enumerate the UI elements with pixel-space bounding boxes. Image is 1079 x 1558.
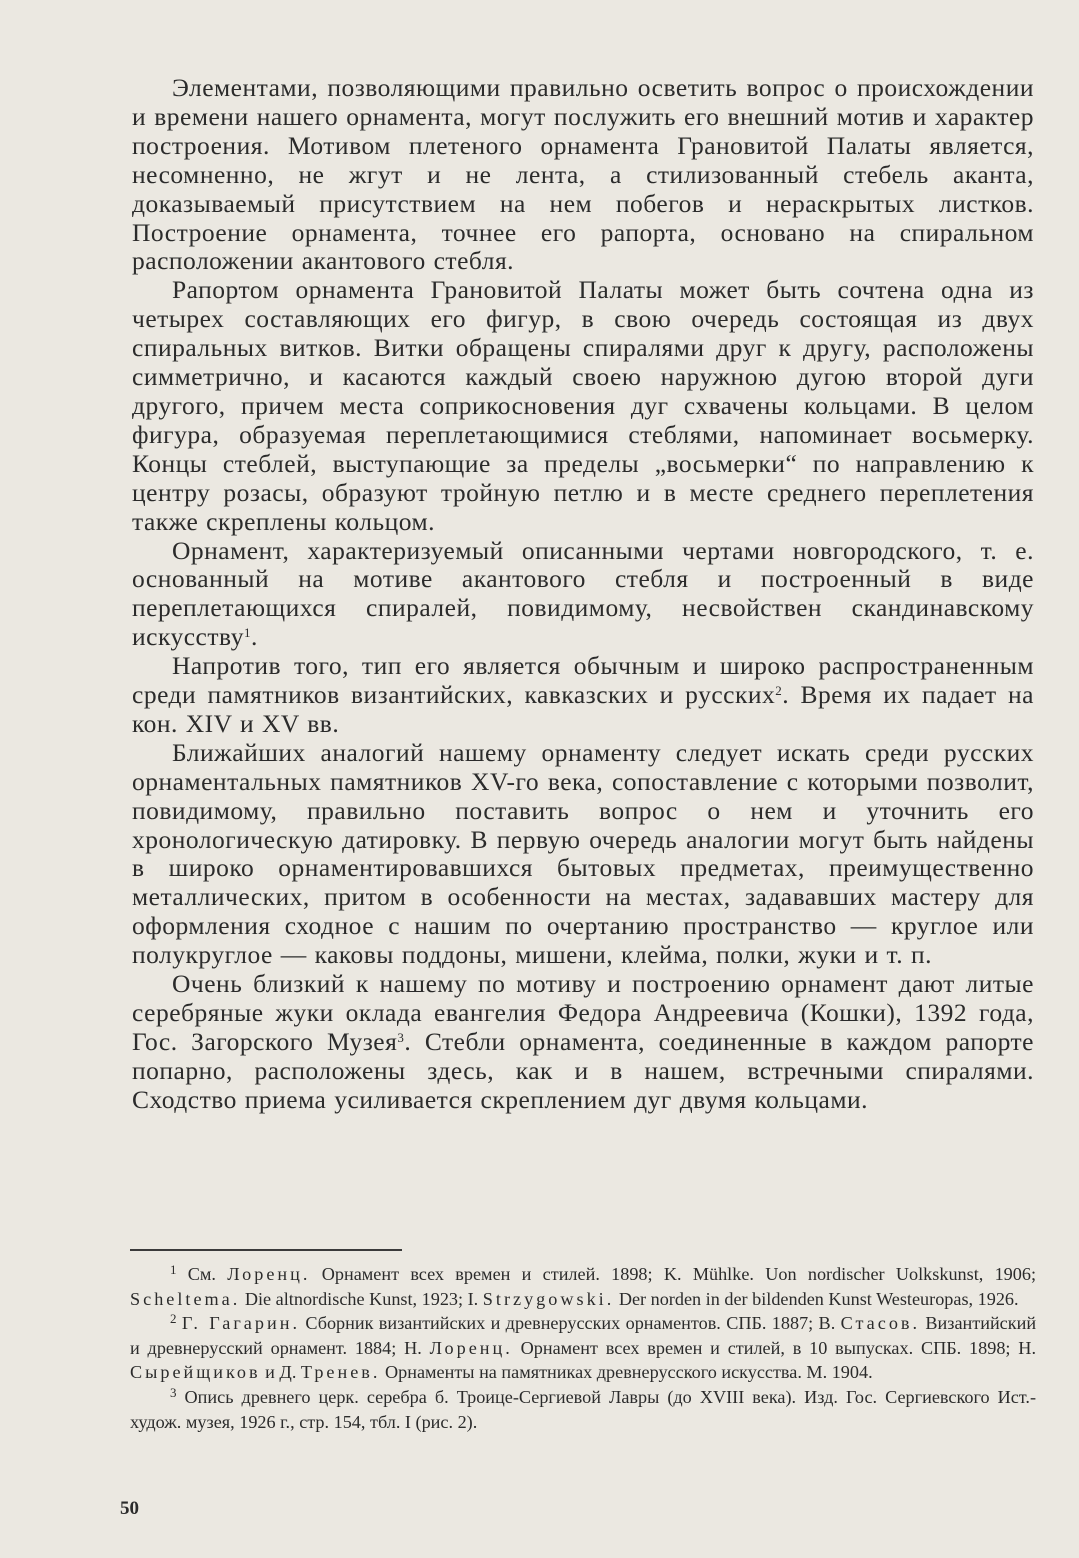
footnote-2-text-e: Орнаменты на памятниках древнерусского искусства. М. 1904. — [385, 1362, 873, 1383]
footnote-2-text-a: Сборник византийских и древнерусских орнаментов. СПБ. 1887; В. — [305, 1313, 836, 1334]
footnote-1-text-a: См. — [187, 1264, 216, 1284]
footnote-1-author-1: Лоренц. — [227, 1264, 311, 1284]
footnote-1 — [130, 1262, 1036, 1311]
footnote-2-author-2: Стасов. — [840, 1313, 921, 1334]
footnote-2 — [130, 1311, 1036, 1385]
footnote-ref-3: 3 — [397, 1029, 405, 1045]
footnote-1-author-3: Strzygowski. — [482, 1288, 615, 1309]
paragraph-6-end: . Стебли орнамента, соединенные в каждом рапорте попарно, расположены здесь, как и в нашем, встречными спиралями. Сходство приема усиливается скреплением дуг двумя кольцами. — [132, 1026, 1034, 1114]
footnote-1-author-2: Scheltema. — [130, 1288, 241, 1309]
paragraph-4 — [132, 652, 1034, 739]
footnotes — [130, 1262, 1036, 1434]
footnote-ref-1: 1 — [243, 625, 251, 641]
paragraph-2 — [132, 276, 1034, 536]
footnote-1-text-d: Der norden in der bildenden Kunst Westeuropas, 1926. — [618, 1288, 1019, 1309]
paragraph-4-text: Напротив того, тип его является обычным и широко распространенным среди памятников византийских, кавказских и русских — [132, 651, 1034, 710]
footnote-3-number: 3 — [170, 1384, 177, 1400]
paragraph-4-end: . Время их падает на кон. XIV и XV вв. — [132, 680, 1034, 738]
paragraph-6 — [132, 970, 1034, 1115]
footnote-1-text-c: Die altnordische Kunst, 1923; I. — [244, 1288, 479, 1309]
footnote-1-number: 1 — [170, 1262, 177, 1277]
footnote-3 — [130, 1385, 1036, 1434]
footnote-ref-2: 2 — [775, 683, 783, 699]
paragraph-3-end: . — [250, 622, 258, 652]
footnote-3-text: Опись древнего церк. серебра б. Троице-Сергиевой Лавры (до XVIII века). Изд. Гос. Сергиевского Ист.-худож. музея, 1926 г., стр. 154, тбл. I (рис. 2). — [130, 1386, 1036, 1432]
footnote-2-author-1: Г. Гагарин. — [181, 1313, 300, 1334]
footnote-2-author-4: Сырейщиков — [130, 1362, 261, 1383]
footnote-2-number: 2 — [170, 1311, 177, 1327]
paragraph-2-text: Рапортом орнамента Грановитой Палаты может быть сочтена одна из четырех составляющих его фигур, в свою очередь состоящая из двух спиральных витков. Витки обращены спиралями друг к другу, расположены симметрично, и касаются каждый своею наружною дугою второй дуги другого, причем места соприкосновения дуг схвачены кольцами. В целом фигура, образуемая переплетающимися стеблями, напоминает восьмерку. Концы стеблей, выступающие за пределы „восьмерки“ по направлению к центру розасы, образуют тройную петлю и в месте среднего переплетения также скреплены кольцом. — [132, 275, 1034, 536]
paragraph-3-text: Орнамент, характеризуемый описанными чертами новгородского, т. е. основанный на мотиве акантового стебля и построенный в виде переплетающихся спиралей, повидимому, несвойствен скандинавскому искусству — [132, 535, 1034, 652]
paragraph-5 — [132, 739, 1034, 970]
page-number: 50 — [120, 1498, 139, 1519]
footnote-2-author-5: Тренев. — [300, 1362, 381, 1383]
footnote-divider — [130, 1249, 402, 1251]
paragraph-3 — [132, 537, 1034, 653]
paragraph-1-text: Элементами, позволяющими правильно осветить вопрос о происхождении и времени нашего орнамента, могут послужить его внешний мотив и характер построения. Мотивом плетеного орнамента Грановитой Палаты является, несомненно, не жгут и не лента, а стилизованный стебель аканта, доказываемый присутствием на нем побегов и нераскрытых листков. Построение орнамента, точнее его рапорта, основано на спиральном расположении акантового стебля. — [132, 73, 1034, 276]
paragraph-6-text: Очень близкий к нашему по мотиву и построению орнамент дают литые серебряные жуки оклада евангелия Федора Андреевича (Кошки), 1392 года, Гос. Загорского Музея — [132, 969, 1034, 1056]
footnote-2-text-b: Византийский и древнерусский орнамент. 1884; Н. — [130, 1313, 1037, 1358]
footnote-2-text-c: Орнамент всех времен и стилей, в 10 выпусках. СПБ. 1898; Н. — [520, 1337, 1036, 1358]
footnote-2-author-3: Лоренц. — [429, 1337, 513, 1358]
paragraph-1 — [132, 74, 1034, 276]
main-text — [132, 74, 1034, 1115]
footnote-1-text-b: Орнамент всех времен и стилей. 1898; K. Mühlke. Uon nordischer Uolkskunst, 1906; — [321, 1264, 1037, 1284]
paragraph-5-text: Ближайших аналогий нашему орнаменту следует искать среди русских орнаментальных памятников XV-го века, сопоставление с которыми позволит, повидимому, правильно поставить вопрос о нем и уточнить его хронологическую датировку. В первую очередь аналогии могут быть найдены в широко орнаментировавшихся бытовых предметах, преимущественно металлических, притом в особенности на местах, задававших мастеру для оформления сходное с нашим по очертанию пространство — круглое или полукруглое — каковы поддоны, мишени, клейма, полки, жуки и т. п. — [132, 737, 1034, 970]
footnote-2-text-d: и Д. — [265, 1362, 297, 1383]
